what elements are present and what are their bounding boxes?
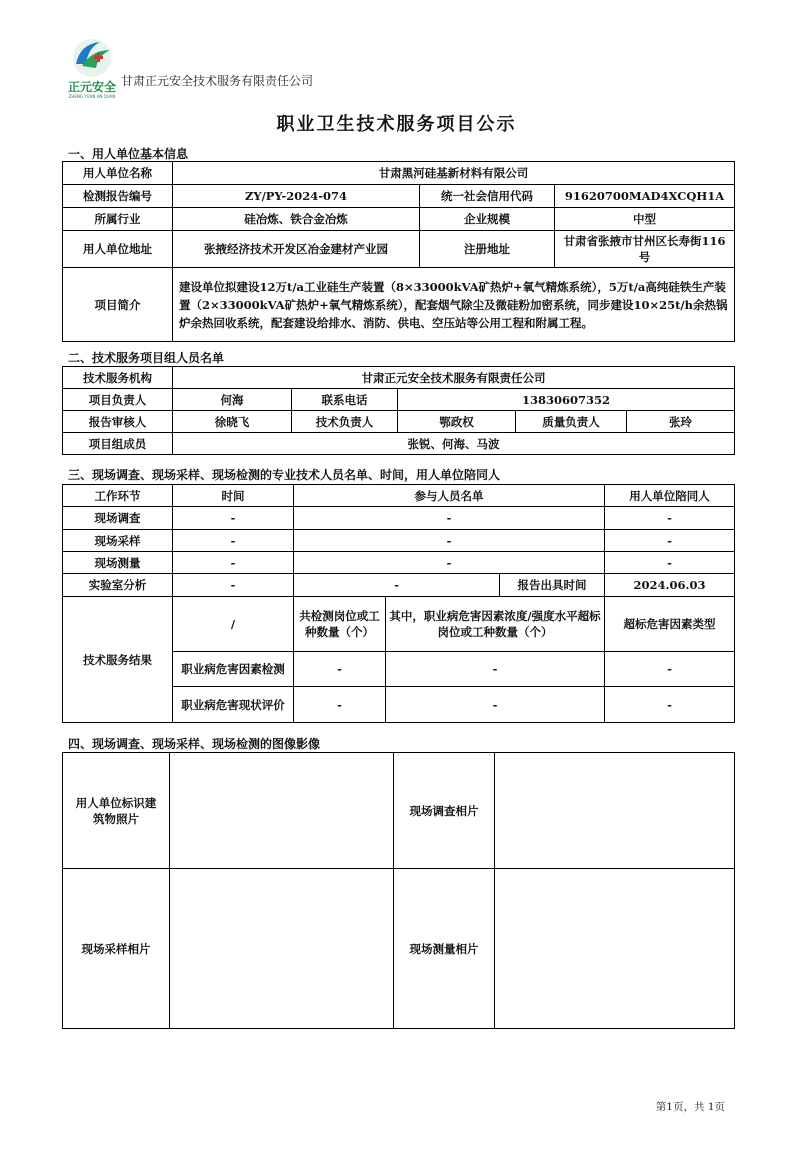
step-label: 现场采样	[63, 530, 173, 552]
results-col-type: 超标危害因素类型	[605, 597, 735, 652]
value-report-no: ZY/PY-2024-074	[173, 185, 420, 208]
label-org: 技术服务机构	[63, 367, 173, 389]
header-time: 时间	[173, 485, 294, 507]
escort-value: -	[605, 552, 735, 574]
photo-placeholder	[170, 753, 394, 869]
results-col-count: 共检测岗位或工种数量（个）	[294, 597, 386, 652]
label-members: 项目组成员	[63, 433, 173, 455]
table-row	[63, 389, 735, 411]
table-row	[63, 753, 735, 869]
result-row-name: 职业病危害现状评价	[173, 687, 294, 723]
table-row	[63, 367, 735, 389]
header-step: 工作环节	[63, 485, 173, 507]
people-value: -	[294, 507, 605, 530]
label-credit-code: 统一社会信用代码	[420, 185, 555, 208]
label-industry: 所属行业	[63, 208, 173, 231]
people-value: -	[294, 530, 605, 552]
table-row	[63, 162, 735, 185]
value-credit-code: 91620700MAD4XCQH1A	[555, 185, 735, 208]
step-label: 现场测量	[63, 552, 173, 574]
table-row	[63, 597, 735, 652]
step-label: 实验室分析	[63, 574, 173, 597]
time-value: -	[173, 574, 294, 597]
people-value: -	[294, 552, 605, 574]
label-quality-lead: 质量负责人	[516, 411, 627, 433]
value-leader: 何海	[173, 389, 292, 411]
logo-text: 正元安全	[67, 80, 116, 94]
value-scale: 中型	[555, 208, 735, 231]
escort-value: -	[605, 530, 735, 552]
table-row	[63, 231, 735, 268]
label-measure-photo: 现场测量相片	[394, 869, 495, 1029]
value-phone: 13830607352	[398, 389, 735, 411]
table-row	[63, 433, 735, 455]
value-address: 张掖经济技术开发区冶金建材产业园	[173, 231, 420, 268]
value-tech-lead: 鄂政权	[398, 411, 516, 433]
section4-heading: 四、现场调查、现场采样、现场检测的图像影像	[68, 737, 321, 751]
table-row	[63, 869, 735, 1029]
header-people: 参与人员名单	[294, 485, 605, 507]
time-value: -	[173, 552, 294, 574]
company-header: 甘肃正元安全技术服务有限责任公司	[121, 74, 314, 88]
page-number: 第1页，共 1页	[655, 1101, 725, 1113]
value-report-date: 2024.06.03	[605, 574, 735, 597]
label-results: 技术服务结果	[63, 597, 173, 723]
table-row	[63, 268, 735, 342]
value-summary: 建设单位拟建设12万t/a工业硅生产装置（8×33000kVA矿热炉+氧气精炼系统），5万t/a高纯硅铁生产装置（2×33000kVA矿热炉+氧气精炼系统），配套烟气除尘及微硅粉加密系统，同步建设10×25t/h余热锅炉余热回收系统，配套建设给排水、消防、供电、空压站等公用工程和附属工程。	[173, 268, 735, 342]
result-count: -	[294, 687, 386, 723]
header-escort: 用人单位陪同人	[605, 485, 735, 507]
label-report-no: 检测报告编号	[63, 185, 173, 208]
photo-placeholder	[495, 869, 735, 1029]
results-slash: /	[173, 597, 294, 652]
unit-info-table	[62, 161, 735, 342]
result-row-name: 职业病危害因素检测	[173, 652, 294, 687]
results-col-exceed: 其中，职业病危害因素浓度/强度水平超标岗位或工种数量（个）	[386, 597, 605, 652]
label-phone: 联系电话	[292, 389, 398, 411]
logo-pinyin: ZHENG YUAN AN QUAN	[68, 94, 116, 99]
result-type: -	[605, 687, 735, 723]
table-row	[63, 507, 735, 530]
label-leader: 项目负责人	[63, 389, 173, 411]
label-building-photo: 用人单位标识建筑物照片	[63, 753, 170, 869]
value-reg-address: 甘肃省张掖市甘州区长寿街116号	[555, 231, 735, 268]
label-summary: 项目简介	[63, 268, 173, 342]
section2-heading: 二、技术服务项目组人员名单	[68, 351, 225, 365]
photo-placeholder	[170, 869, 394, 1029]
company-logo	[66, 36, 118, 104]
time-value: -	[173, 507, 294, 530]
team-table	[62, 366, 735, 455]
time-value: -	[173, 530, 294, 552]
table-row	[63, 411, 735, 433]
label-survey-photo: 现场调查相片	[394, 753, 495, 869]
photo-table	[62, 752, 735, 1029]
section1-heading: 一、用人单位基本信息	[68, 147, 189, 161]
table-row	[63, 485, 735, 507]
label-sampling-photo: 现场采样相片	[63, 869, 170, 1029]
label-report-date: 报告出具时间	[500, 574, 605, 597]
value-reviewer: 徐晓飞	[173, 411, 292, 433]
table-row	[63, 185, 735, 208]
value-members: 张锐、何海、马波	[173, 433, 735, 455]
value-industry: 硅冶炼、铁合金冶炼	[173, 208, 420, 231]
value-quality-lead: 张玲	[627, 411, 735, 433]
result-count: -	[294, 652, 386, 687]
table-row	[63, 574, 735, 597]
result-exceed: -	[386, 652, 605, 687]
label-unit-name: 用人单位名称	[63, 162, 173, 185]
value-unit-name: 甘肃黑河硅基新材料有限公司	[173, 162, 735, 185]
label-reg-address: 注册地址	[420, 231, 555, 268]
fieldwork-table	[62, 484, 735, 723]
table-row	[63, 208, 735, 231]
result-type: -	[605, 652, 735, 687]
section3-heading: 三、现场调查、现场采样、现场检测的专业技术人员名单、时间，用人单位陪同人	[68, 468, 501, 482]
result-exceed: -	[386, 687, 605, 723]
label-scale: 企业规模	[420, 208, 555, 231]
label-tech-lead: 技术负责人	[292, 411, 398, 433]
escort-value: -	[605, 507, 735, 530]
label-address: 用人单位地址	[63, 231, 173, 268]
table-row	[63, 552, 735, 574]
label-reviewer: 报告审核人	[63, 411, 173, 433]
people-value: -	[294, 574, 500, 597]
table-row	[63, 530, 735, 552]
page-title: 职业卫生技术服务项目公示	[276, 114, 517, 135]
photo-placeholder	[495, 753, 735, 869]
value-org: 甘肃正元安全技术服务有限责任公司	[173, 367, 735, 389]
step-label: 现场调查	[63, 507, 173, 530]
